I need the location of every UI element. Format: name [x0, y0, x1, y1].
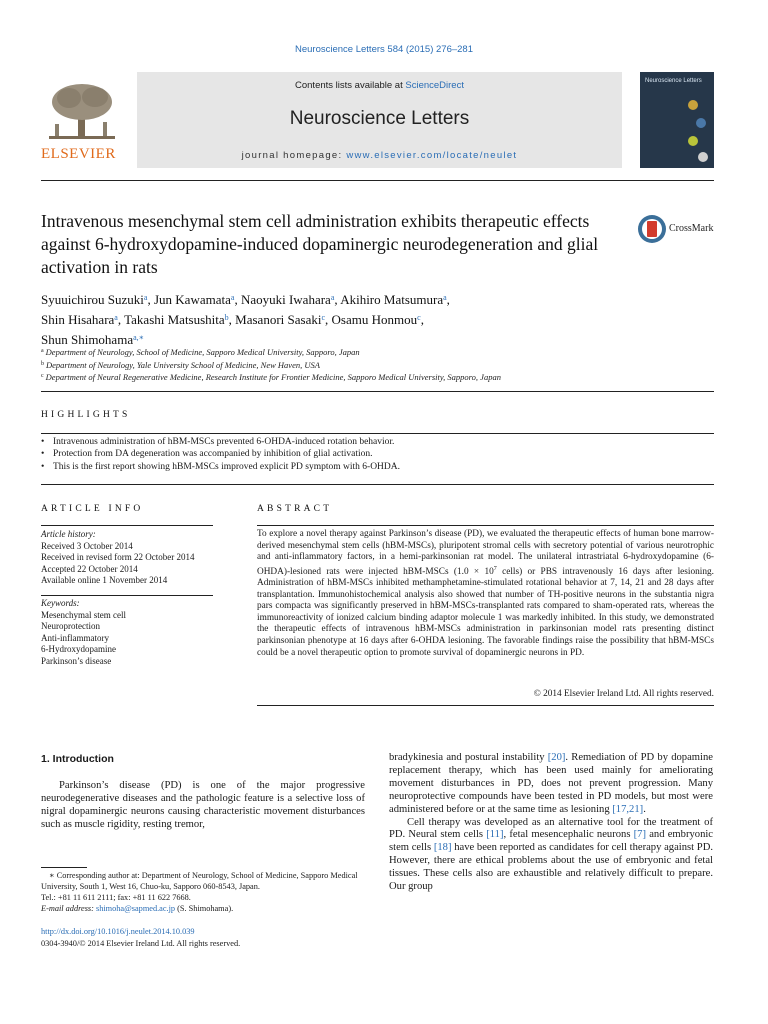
article-history: [41, 529, 221, 587]
history-item: Received 3 October 2014: [41, 540, 133, 551]
email-label: E-mail address:: [41, 904, 96, 913]
abstract-copyright: © 2014 Elsevier Ireland Ltd. All rights reserved.: [533, 689, 714, 699]
article-title: Intravenous mesenchymal stem cell administration exhibits therapeutic effects against 6-hydroxydopamine-induced dopaminergic neurodegeneration and glial activation in rats: [41, 211, 599, 277]
author-separator: ,: [334, 292, 341, 307]
journal-title: Neuroscience Letters: [289, 108, 470, 129]
paragraph: Parkinson’s disease (PD) is one of the major progressive neurodegenerative diseases and the pathologic feature is a selective loss of nigral dopaminergic neurons causing characteristic movement disturbances such as muscle rigidity, resting tremor,: [41, 780, 365, 830]
abstract-heading: ABSTRACT: [257, 504, 333, 514]
text-run: . Remediation of PD by dopamine replacement therapy, which has been used mainly for ameliorating movement disturbances in PD, does not prevent progression. Many neuroprotective compounds have been tested in PD models, but most were administered before or at the same time as lesioning: [389, 752, 713, 815]
introduction-right-column: [389, 752, 713, 894]
affiliation-mark: b: [41, 360, 44, 367]
affiliation-list: [41, 346, 641, 384]
author-name: Takashi Matsushita: [124, 312, 225, 327]
highlights-list: [41, 436, 714, 473]
keyword: Neuroprotection: [41, 621, 100, 631]
reference-link[interactable]: [18]: [433, 842, 452, 854]
author-separator: ,: [147, 292, 154, 307]
keyword: Mesenchymal stem cell: [41, 609, 126, 620]
author-name: Shun Shimohama: [41, 332, 134, 347]
cover-image-dot: [688, 100, 698, 110]
author-affiliation-mark[interactable]: c: [321, 313, 326, 322]
crossmark-label: CrossMark: [669, 223, 714, 234]
contents-prefix: Contents lists available at: [295, 80, 406, 91]
author-separator: ,: [446, 292, 450, 307]
affiliation-text: Department of Neural Regenerative Medicine, Research Institute for Frontier Medicine, Sapporo Medical University, Sapporo, Japan: [45, 372, 501, 382]
author-name: Naoyuki Iwahara: [240, 292, 331, 307]
keywords-label: Keywords:: [41, 598, 80, 608]
footnote-phone: Tel.: +81 11 611 2111; fax: +81 11 622 7668.: [41, 893, 191, 902]
history-item: Received in revised form 22 October 2014: [41, 552, 195, 562]
footnote-text: Corresponding author at: Department of Neurology, School of Medicine, Sapporo Medical University, South 1, West 16, Chuo-ku, Sapporo 060-8543, Japan.: [41, 871, 358, 891]
history-item: Accepted 22 October 2014: [41, 563, 138, 574]
introduction-left-column: [41, 780, 365, 832]
divider: [257, 525, 714, 526]
keyword: Parkinson’s disease: [41, 655, 112, 666]
divider: [41, 525, 213, 526]
affiliation-mark: c: [41, 373, 44, 379]
author-separator: ,: [325, 312, 332, 327]
section-heading-introduction: 1. Introduction: [41, 753, 114, 765]
text-run: .: [643, 803, 646, 815]
reference-link[interactable]: [7]: [633, 829, 647, 841]
affiliation: [41, 359, 641, 372]
divider: [41, 484, 714, 485]
keyword: Anti-inflammatory: [41, 632, 109, 643]
author-name: Jun Kawamata: [153, 292, 231, 307]
divider: [41, 433, 714, 434]
email-suffix: (S. Shimohama).: [175, 904, 234, 913]
author-name: Akihiro Matsumura: [340, 292, 444, 307]
abstract-part: To explore a novel therapy against Parkinson’s disease (PD), we evaluated the therapeutic effects of human bone marrow-derived mesenchymal stem cells (hBM-MSCs), pluripotent stromal cells with secretory potential of various neurotrophic and anti-inflammatory factors, in a hemi-parkinsonian rat model. The unilateral intrastriatal 6-hydroxydopamine (6-OHDA)-lesioned rats were injected hBM-MSCs (1.0 × 10: [257, 529, 714, 577]
article-info-heading: ARTICLE INFO: [41, 504, 144, 514]
highlight-item: • Protection from DA degeneration was accompanied by inhibition of glial activation.: [41, 448, 714, 460]
cover-title: Neuroscience Letters: [645, 78, 702, 84]
journal-header-band: [137, 72, 622, 168]
author-separator: ,: [228, 312, 236, 327]
author-affiliation-mark[interactable]: a: [230, 293, 235, 302]
text-run: Cell therapy was developed as an alternative tool for the treatment of PD. Neural stem cells: [389, 816, 713, 841]
crossmark-icon: [637, 214, 667, 244]
author-name: Shin Hisahara: [41, 312, 115, 327]
keyword: 6-Hydroxydopamine: [41, 644, 116, 654]
text-run: bradykinesia and postural instability: [389, 752, 548, 763]
abstract-text: [257, 529, 714, 659]
affiliation-text: Department of Neurology, Yale University School of Medicine, New Haven, USA: [46, 359, 320, 370]
divider: [41, 180, 714, 181]
text-run: and embryonic stem cells: [389, 829, 714, 854]
homepage-prefix: journal homepage:: [241, 150, 347, 161]
email-link[interactable]: shimoha@sapmed.ac.jp: [96, 904, 176, 913]
author-separator: ,: [117, 312, 125, 327]
author-affiliation-mark[interactable]: b: [224, 313, 229, 322]
journal-masthead: [41, 72, 714, 168]
highlight-item: • This is the first report showing hBM-MSCs improved explicit PD symptom with 6-OHDA.: [41, 461, 714, 473]
homepage-link[interactable]: www.elsevier.com/locate/neulet: [346, 150, 518, 161]
text-run: have been reported as candidates for cell therapy against PD. However, there are ethical problems about the use of embryonic and fetal tissues. These cells also are exhaustible and relatively difficult to prepare. Our group: [389, 842, 713, 893]
journal-citation[interactable]: Neuroscience Letters 584 (2015) 276–281: [295, 44, 473, 55]
paragraph: [389, 752, 713, 817]
author-affiliation-mark[interactable]: a: [114, 313, 118, 322]
history-item: Available online 1 November 2014: [41, 575, 168, 585]
author-affiliation-mark[interactable]: a: [330, 293, 335, 302]
contents-line: [137, 80, 622, 91]
journal-cover-thumbnail[interactable]: [640, 72, 714, 168]
abstract-superscript: 7: [493, 565, 497, 572]
highlights-heading: HIGHLIGHTS: [41, 410, 131, 420]
doi-link[interactable]: http://dx.doi.org/10.1016/j.neulet.2014.10.039: [41, 927, 195, 936]
publisher-name: ELSEVIER: [41, 146, 116, 162]
divider: [41, 391, 714, 392]
tree-icon: [47, 80, 117, 140]
cover-image-dot: [698, 152, 708, 162]
footnote-email-line: [41, 903, 367, 914]
reference-link[interactable]: [17,21]: [612, 803, 644, 815]
history-items: [41, 541, 221, 587]
footnote-address: [41, 870, 367, 892]
history-label: Article history:: [41, 529, 96, 539]
crossmark-badge[interactable]: [637, 214, 717, 244]
cover-image-dot: [688, 136, 698, 146]
issn-line: 0304-3940/© 2014 Elsevier Ireland Ltd. All rights reserved.: [41, 938, 241, 948]
paragraph: [389, 817, 713, 894]
author-affiliation-mark[interactable]: a: [443, 293, 447, 302]
journal-homepage: [137, 150, 622, 161]
author-name: Masanori Sasaki: [235, 312, 322, 327]
highlight-item: • Intravenous administration of hBM-MSCs prevented 6-OHDA-induced rotation behavior.: [41, 436, 714, 448]
author-separator: ,: [234, 292, 241, 307]
author-name: Syuuichirou Suzuki: [41, 292, 144, 307]
text-run: , fetal mesencephalic neurons: [503, 829, 634, 841]
author-affiliation-mark[interactable]: a,∗: [133, 333, 145, 342]
affiliation: [41, 346, 641, 359]
footnote-marker: ∗: [49, 871, 55, 880]
author-name: Osamu Honmou: [331, 312, 418, 327]
affiliation-text: Department of Neurology, School of Medicine, Sapporo Medical University, Sapporo, Japan: [45, 347, 360, 357]
sciencedirect-link[interactable]: ScienceDirect: [405, 80, 464, 91]
reference-link[interactable]: [20]: [547, 752, 566, 763]
reference-link[interactable]: [11]: [486, 829, 504, 841]
affiliation: [41, 371, 641, 384]
cover-image-dot: [696, 118, 706, 128]
author-list: [41, 289, 601, 349]
author-affiliation-mark[interactable]: a: [143, 293, 148, 302]
footnote-divider: [41, 867, 87, 868]
divider: [257, 705, 714, 706]
author-separator: ,: [420, 312, 424, 327]
keyword-items: [41, 610, 221, 668]
divider: [41, 595, 213, 596]
corresponding-author-footnote: [41, 870, 367, 914]
doi-block: [41, 926, 367, 949]
abstract-part: cells) or PBS intravenously 16 days after lesioning. Administration of hBM-MSCs inhibited methamphetamine-stimulated rotational behavior at 7, 14, 21 and 28 days after transplantation. Immunohistochemical analysis also showed that number of TH-positive neurons in the substantia nigra pars compacta was significantly preserved in hBM-MSCs-transplanted rats compared to sham-operated rats, whereas the immunoreactivity of ionized calcium binding adaptor molecule 1 was markedly inhibited. In this study, we demonstrated the therapeutic effects of intravenous hBM-MSCs administration in parkinsonian model rats presenting distinct parkinsonian phenotype at 16 days after 6-OHDA lesioning. The favorable findings raise the possibility that hBM-MSCs could be a novel therapeutic option to promote survival of dopaminergic neurons in PD.: [257, 566, 714, 658]
elsevier-logo[interactable]: [41, 72, 133, 168]
author-affiliation-mark[interactable]: c: [417, 313, 421, 322]
affiliation-mark: a: [41, 348, 44, 354]
keywords: [41, 598, 221, 667]
